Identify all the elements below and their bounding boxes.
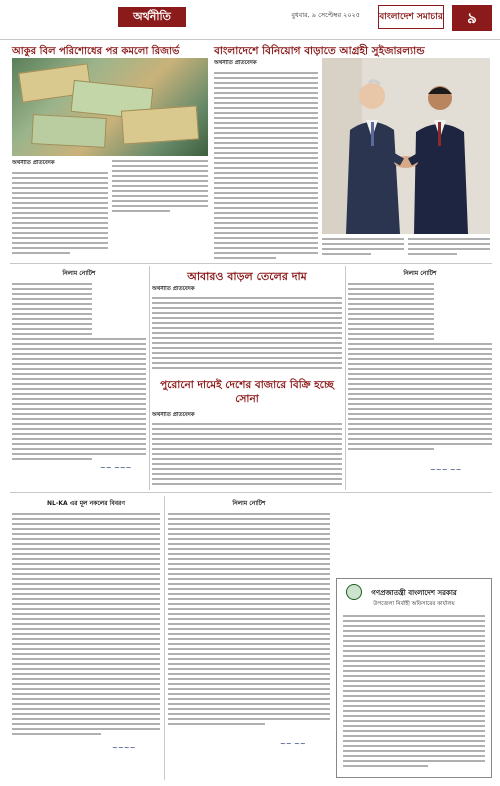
government-notice (336, 578, 492, 778)
oil-headline: আবারও বাড়ল তেলের দাম (187, 270, 307, 283)
money-photo (12, 58, 208, 156)
gold-byline: অর্থনীতি প্রতিবেদক (152, 412, 195, 418)
swiss-byline: অর্থনীতি প্রতিবেদক (214, 60, 257, 66)
bottom-mid-title: নিলাম নোটিশ (232, 500, 266, 507)
newspaper-masthead: বাংলাদেশ সমাচার (378, 5, 444, 29)
swiss-body-col3 (408, 238, 490, 260)
divider-middle (10, 492, 492, 493)
section-banner: অর্থনীতি (118, 7, 186, 27)
right-notice-signature: ~~~ ~~ (430, 466, 462, 474)
handshake-photo (322, 58, 490, 234)
divider-col-1 (149, 266, 150, 490)
swiss-body-col2 (322, 238, 404, 260)
government-seal-icon (346, 584, 362, 600)
page-number: ৯ (452, 5, 492, 31)
gold-headline: পুরোনো দামেই দেশের বাজারে বিক্রি হচ্ছে সোনা (160, 379, 334, 405)
page-header (0, 0, 500, 40)
bottom-mid-notice (168, 498, 330, 778)
divider-col-2 (345, 266, 346, 490)
handshake-illustration (322, 58, 490, 234)
oil-byline: অর্থনীতি প্রতিবেদক (152, 286, 195, 292)
government-subtitle: উপজেলা নির্বাহী অফিসারের কার্যালয় (373, 601, 455, 607)
reserve-body-col1 (12, 160, 108, 260)
swiss-body-col1 (214, 60, 318, 260)
divider-col-3 (164, 496, 165, 780)
reserve-body-col2 (112, 160, 208, 260)
reserve-headline: আকুর বিল পরিশোধের পর কমলো রিজার্ভ (12, 46, 180, 57)
government-title: গণপ্রজাতন্ত্রী বাংলাদেশ সরকার (371, 589, 457, 597)
left-notice-signature: ~~ ~~~ (100, 464, 132, 472)
bottom-left-title: NL-KA এর মূল নকলের বিবরণ (47, 500, 125, 507)
bottom-mid-signature: ~~ ~~ (280, 740, 306, 748)
divider-top (10, 263, 492, 264)
left-tender-title: নিলাম নোটিশ (62, 270, 96, 277)
left-tender-notice (12, 268, 146, 486)
oil-body (152, 286, 342, 370)
right-tender-title: নিলাম নোটিশ (403, 270, 437, 277)
bottom-left-notice (12, 498, 160, 778)
gold-body (152, 412, 342, 488)
reserve-byline: অর্থনীতি প্রতিবেদক (12, 160, 55, 166)
bottom-left-signature: ~~~~ (112, 744, 136, 752)
issue-date: বুধবার, ৯ সেপ্টেম্বর ২০২৫ (291, 11, 360, 19)
right-tender-notice (348, 268, 492, 486)
swiss-headline: বাংলাদেশে বিনিয়োগ বাড়াতে আগ্রহী সুইজারল্যান্ড (214, 45, 425, 57)
